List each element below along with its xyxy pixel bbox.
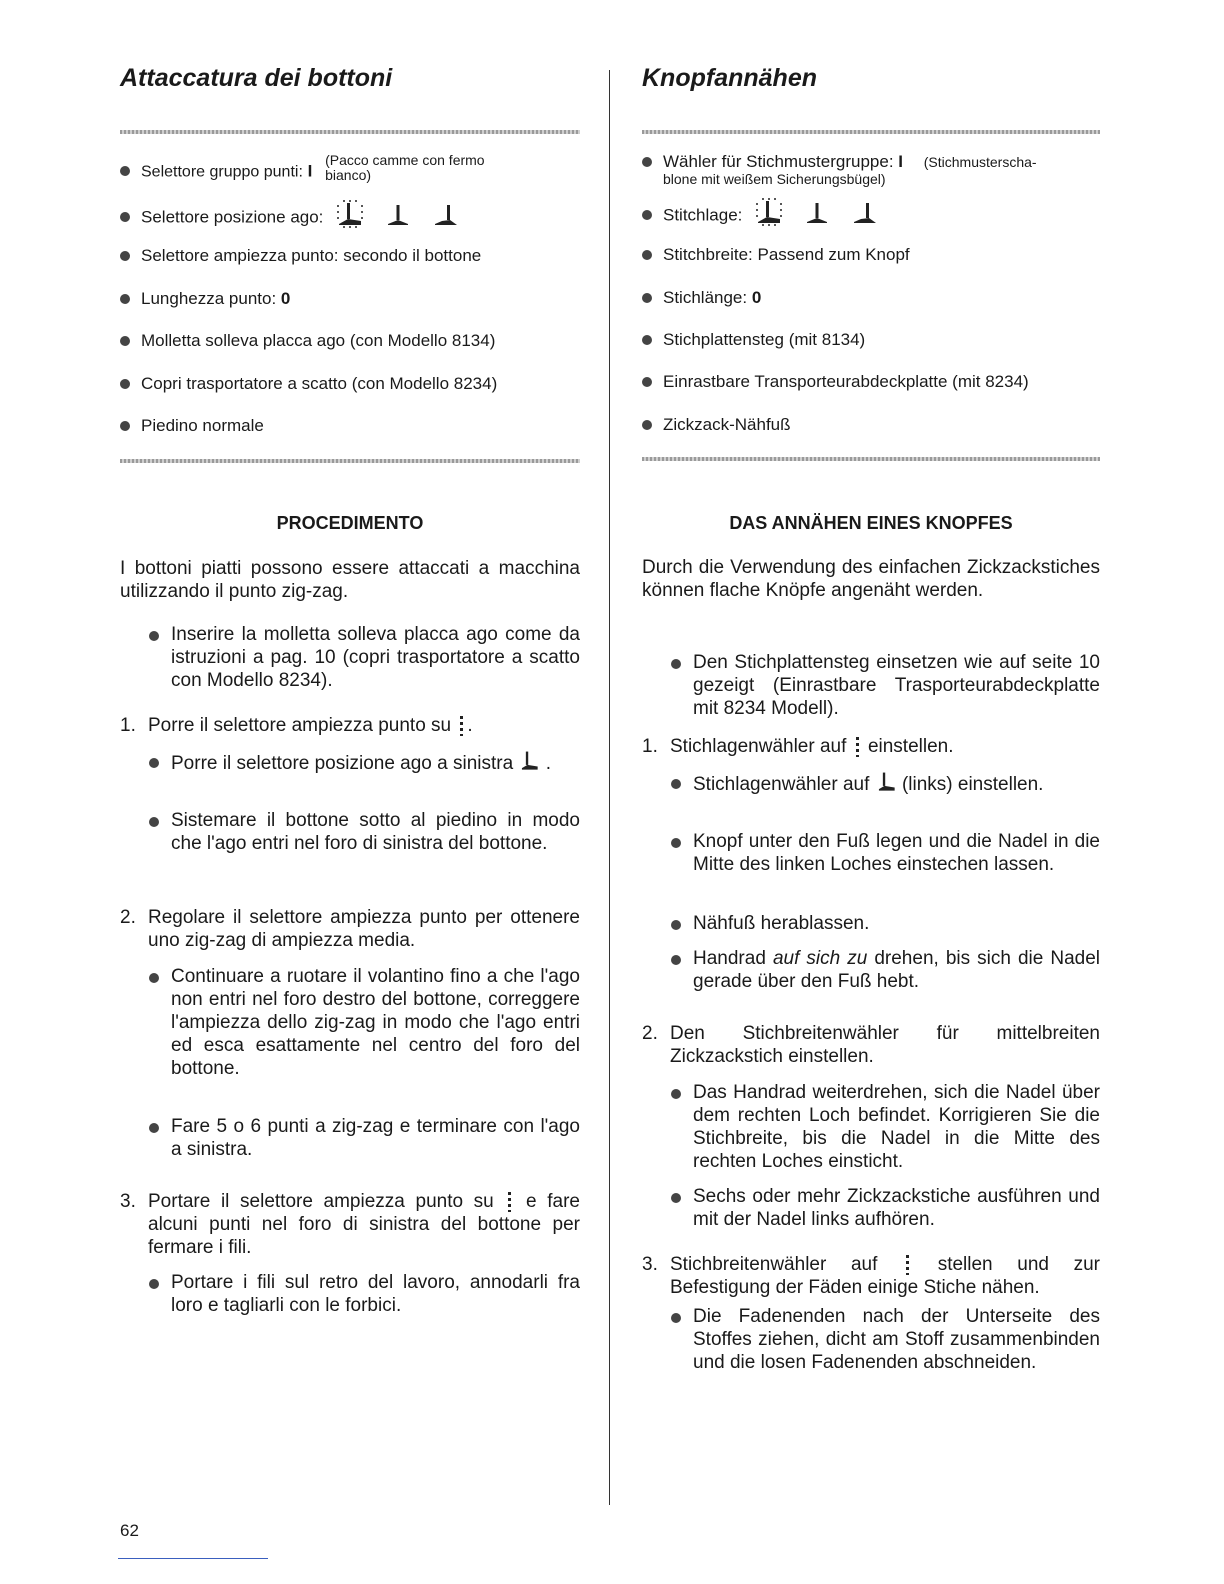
step-1: 1. Porre il selettore ampiezza punto su . [120, 715, 473, 736]
step-2: 2. Regolare il selettore ampiezza punto per ottenere uno zig-zag di ampiezza media. [120, 907, 580, 951]
step-3: 3. Stichbreitenwähler auf stellen und zur Befestigung der Fäden einige Stiche nähen. [642, 1254, 1101, 1298]
page-title: Attaccatura dei bottoni [120, 64, 393, 92]
section-heading: PROCEDIMENTO [276, 513, 424, 533]
bullet-paragraph: Inserire la molletta solleva placca ago come da istruzioni a pag. 10 (copri trasportatore a scatto con Modello 8234). [171, 623, 580, 692]
bullet-icon [149, 758, 159, 768]
straight-stitch-icon [508, 1192, 511, 1212]
bullet-icon [120, 166, 130, 176]
bullet-paragraph: Stichlagenwähler auf (links) einstellen. [693, 771, 1100, 796]
bullet-icon [671, 659, 681, 669]
bullet-icon [149, 817, 159, 827]
bullet-icon [671, 779, 681, 789]
intro-paragraph: Durch die Verwendung des einfachen Zickzackstiches können flache Knöpfe angenäht werden. [642, 557, 1100, 601]
setting-plate-clip: Stichplattensteg (mit 8134) [642, 330, 1100, 350]
needle-right-icon [851, 198, 879, 226]
bullet-icon [120, 212, 130, 222]
bullet-paragraph: Das Handrad weiterdrehen, sich die Nadel über dem rechten Loch befindet. Korrigieren Sie die Stichbreite, bis die Nadel in die Mitte des rechten Loches einsticht. [693, 1081, 1100, 1173]
settings-bottom-rule [120, 459, 580, 463]
bullet-paragraph: Fare 5 o 6 punti a zig-zag e terminare con l'ago a sinistra. [171, 1115, 580, 1161]
step-3: 3. Portare il selettore ampiezza punto su e fare alcuni punti nel foro di sinistra del bottone per fermare i fili. [120, 1191, 580, 1258]
bullet-paragraph: Nähfuß herablassen. [693, 912, 1100, 935]
setting-stitch-width: Stitchbreite: Passend zum Knopf [642, 245, 1100, 265]
setting-feed-cover: Einrastbare Transporteurabdeckplatte (mit 8234) [642, 372, 1100, 392]
bullet-icon [120, 294, 130, 304]
bullet-icon [642, 293, 652, 303]
bullet-icon [642, 250, 652, 260]
setting-stitch-length: Stichlänge: 0 [642, 288, 1100, 308]
bullet-paragraph: Porre il selettore posizione ago a sinistra . [171, 750, 580, 775]
bullet-icon [120, 379, 130, 389]
setting-stitch-width: Selettore ampiezza punto: secondo il bottone [120, 246, 580, 266]
needle-position-icons [336, 200, 460, 228]
bullet-icon [671, 838, 681, 848]
needle-left-icon [336, 200, 364, 228]
needle-left-icon [755, 198, 783, 226]
bullet-paragraph: Knopf unter den Fuß legen und die Nadel in die Mitte des linken Loches einstechen lassen. [693, 830, 1100, 876]
page-title: Knopfannähen [642, 64, 817, 92]
bullet-icon [120, 336, 130, 346]
footer-line [118, 1558, 268, 1559]
bullet-icon [671, 1193, 681, 1203]
setting-stitch-group: Wähler für Stichmustergruppe: I (Stichmusterscha- blone mit weißem Sicherungsbügel) [642, 152, 1100, 187]
bullet-icon [149, 1279, 159, 1289]
column-divider [609, 70, 610, 1505]
bullet-paragraph: Den Stichplattensteg einsetzen wie auf seite 10 gezeigt (Einrastbare Trasporteurabdeckplatte mit 8234 Modell). [693, 651, 1100, 720]
setting-needle-position: Stitchlage: [642, 202, 1100, 230]
setting-stitch-group: Selettore gruppo punti: I (Pacco camme con fermo bianco) [120, 157, 580, 187]
setting-needle-position: Selettore posizione ago: [120, 204, 580, 232]
bullet-icon [671, 920, 681, 930]
needle-left-icon [518, 750, 540, 772]
bullet-icon [120, 251, 130, 261]
needle-center-icon [384, 200, 412, 228]
bullet-icon [642, 210, 652, 220]
bullet-icon [671, 1313, 681, 1323]
bullet-paragraph: Sistemare il bottone sotto al piedino in modo che l'ago entri nel foro di sinistra del bottone. [171, 809, 580, 855]
needle-left-icon [875, 771, 897, 793]
bullet-icon [149, 973, 159, 983]
bullet-icon [671, 955, 681, 965]
straight-stitch-icon [906, 1255, 909, 1275]
needle-right-icon [432, 200, 460, 228]
bullet-icon [642, 157, 652, 167]
stitch-group-note: (Pacco camme con fermo bianco) [325, 152, 485, 183]
setting-presser-foot: Piedino normale [120, 416, 580, 436]
setting-plate-clip: Molletta solleva placca ago (con Modello 8134) [120, 331, 580, 351]
needle-position-icons [755, 198, 879, 226]
bullet-paragraph: Die Fadenenden nach der Unterseite des Stoffes ziehen, dicht am Stoff zusammenbinden und die losen Fadenenden abschneiden. [693, 1305, 1100, 1374]
bullet-icon [642, 377, 652, 387]
bullet-icon [642, 420, 652, 430]
settings-top-rule [120, 130, 580, 134]
needle-center-icon [803, 198, 831, 226]
bullet-icon [671, 1089, 681, 1099]
settings-bottom-rule [642, 457, 1100, 461]
bullet-paragraph: Continuare a ruotare il volantino fino a che l'ago non entri nel foro destro del bottone, correggere l'ampiezza dello zig-zag in modo che l'ago entri ed esca esattamente nel centro del foro del bottone. [171, 965, 580, 1080]
straight-stitch-icon [856, 737, 859, 757]
settings-top-rule [642, 130, 1100, 134]
intro-paragraph: I bottoni piatti possono essere attaccati a macchina utilizzando il punto zig-zag. [120, 558, 580, 602]
setting-feed-cover: Copri trasportatore a scatto (con Modello 8234) [120, 374, 580, 394]
bullet-icon [149, 631, 159, 641]
section-heading: DAS ANNÄHEN EINES KNOPFES [729, 513, 1013, 533]
bullet-icon [120, 421, 130, 431]
bullet-icon [642, 335, 652, 345]
step-1: 1. Stichlagenwähler auf einstellen. [642, 736, 954, 757]
step-2: 2. Den Stichbreitenwähler für mittelbreiten Zickzackstich einstellen. [642, 1023, 1100, 1067]
bullet-paragraph: Sechs oder mehr Zickzackstiche ausführen und mit der Nadel links aufhören. [693, 1185, 1100, 1231]
setting-stitch-length: Lunghezza punto: 0 [120, 289, 580, 309]
bullet-icon [149, 1123, 159, 1133]
bullet-paragraph: Handrad auf sich zu drehen, bis sich die Nadel gerade über den Fuß hebt. [693, 947, 1100, 993]
straight-stitch-icon [460, 716, 463, 736]
setting-presser-foot: Zickzack-Nähfuß [642, 415, 1100, 435]
page-number: 62 [120, 1521, 139, 1540]
bullet-paragraph: Portare i fili sul retro del lavoro, annodarli fra loro e tagliarli con le forbici. [171, 1271, 580, 1317]
